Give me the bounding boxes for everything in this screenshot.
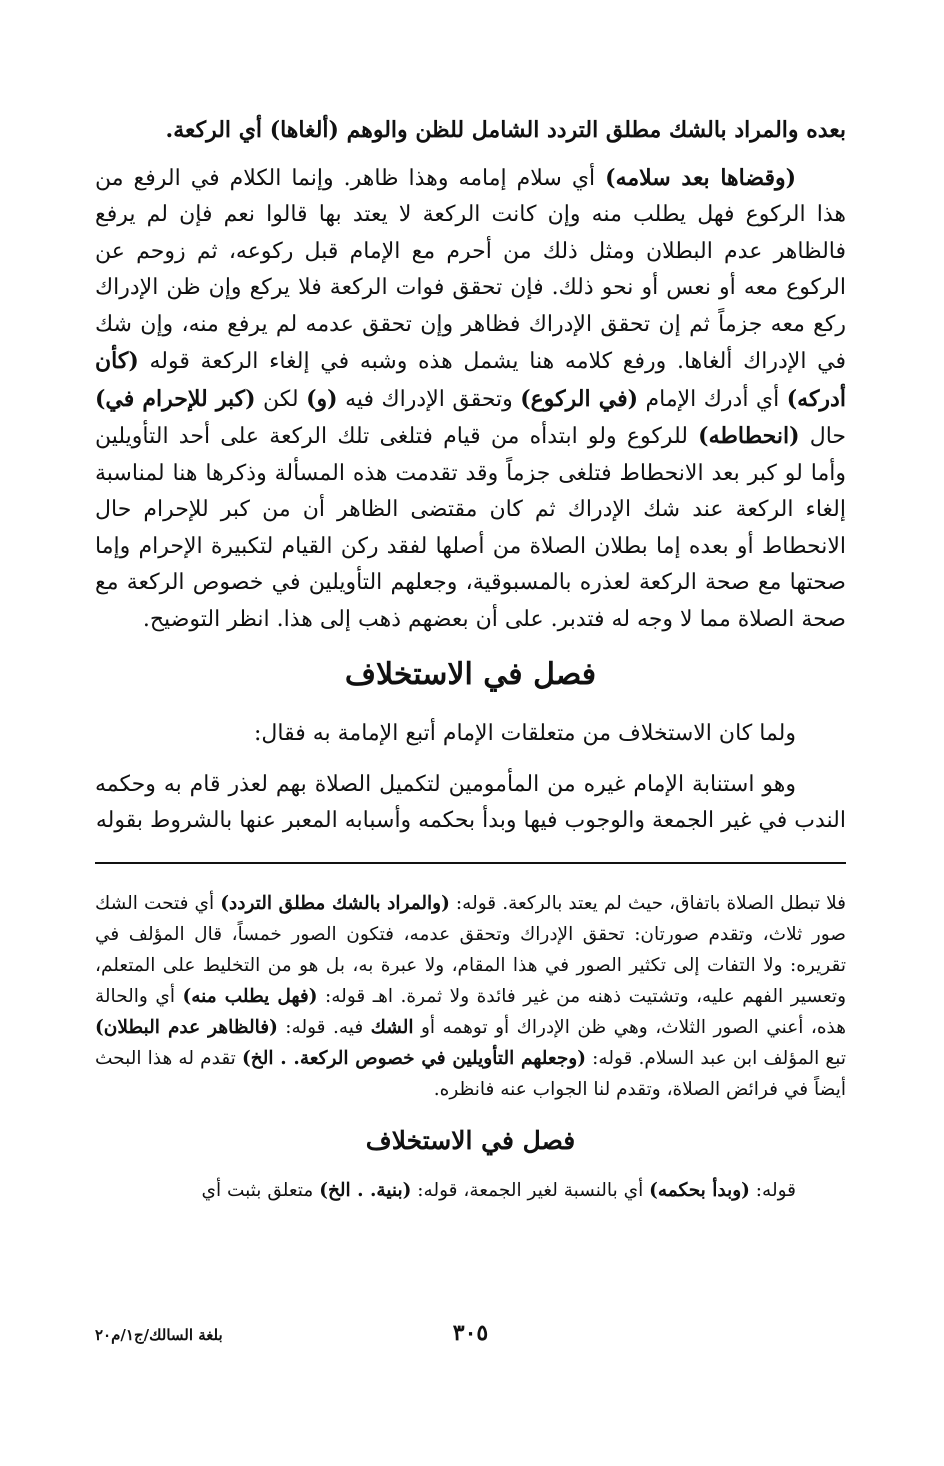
footnote-section-heading: فصل في الاستخلاف — [365, 1125, 576, 1155]
quoted-term: (انحطاطه) — [698, 423, 800, 449]
main-paragraph-2 — [95, 160, 846, 639]
note-text: قوله: — [749, 1179, 796, 1201]
main-paragraph-1 — [95, 112, 846, 150]
footnote-divider — [95, 862, 846, 864]
note-text: أي والحالة هذه، أعني الصور الثلاث، وهي ظن الإدراك أو توهمه أو — [95, 985, 846, 1038]
quoted-term: (كأن أدركه) — [95, 348, 846, 412]
note-quoted-term: (بنية. . الخ) — [319, 1179, 412, 1201]
note-text: فيه. قوله: — [277, 1016, 371, 1038]
main-text — [95, 112, 846, 840]
commentary-text: وتحقق الإدراك فيه — [337, 386, 521, 412]
note-quoted-term: (فالظاهر عدم البطلان) — [95, 1016, 278, 1038]
commentary-text: حال — [799, 424, 847, 449]
note-quoted-term: (والمراد بالشك مطلق التردد) — [220, 892, 450, 914]
note-text: متعلق بثبت أي — [201, 1179, 320, 1201]
page-footer — [95, 1320, 846, 1360]
note-text: تبع المؤلف ابن عبد السلام. قوله: — [585, 1047, 846, 1069]
page-content — [95, 112, 846, 1206]
commentary-text: لكن — [255, 386, 307, 412]
commentary-text: أي أدرك الإمام — [638, 386, 787, 412]
quoted-term: (وقضاها بعد سلامه) — [605, 164, 796, 191]
page-number: ٣٠٥ — [452, 1320, 489, 1346]
section-heading: فصل في الاستخلاف — [344, 657, 597, 692]
footnote-paragraph-2 — [95, 1175, 846, 1206]
signature-mark: بلغة السالك/ج١/م٢٠ — [95, 1326, 223, 1344]
note-quoted-term: الشك — [370, 1016, 414, 1038]
note-text: أي بالنسبة لغير الجمعة، قوله: — [411, 1179, 650, 1201]
note-quoted-term: (وجعلهم التأويلين في خصوص الركعة. . الخ) — [242, 1047, 586, 1069]
quoted-term: (في الركوع) — [520, 385, 639, 412]
commentary-text: للركوع ولو ابتدأه من قيام فتلغى تلك الركعة على أحد التأويلين وأما لو كبر بعد الانحطاط فتلغى جزماً وقد تقدمت هذه المسألة وذكرها هنا لمناسبة إلغاء الركعة عند شك الإدراك ثم كان مقتضى الظاهر أن من كبر للإحرام حال الانحطاط أو بعده إما بطلان الصلاة من أصلها لفقد ركن القيام لتكبيرة الإحرام وإما صحتها مع صحة الركعة لعذره بالمسبوقية، وجعلهم التأويلين في خصوص الركعة مع صحة الصلاة مما لا وجه له فتدبر. على أن بعضهم ذهب إلى هذا. انظر التوضيح. — [95, 424, 846, 632]
commentary-text: أي سلام إمامه وهذا ظاهر. وإنما الكلام في الرفع من هذا الركوع فهل يطلب منه وإن كانت الركعة لا يعتد بها قالوا نعم فإن لم يرفع فالظاهر عدم البطلان ومثل ذلك من أحرم مع الإمام قبل ركوعه، ثم زوحم عن الركوع معه أو نعس أو نحو ذلك. فإن تحقق فوات الركعة فلا يركع وإن ظن الإدراك ركع معه جزماً ثم إن تحقق الإدراك فظاهر وإن تحقق عدمه لم يرفع منه، وإن شك في الإدراك ألغاها. ورفع كلامه هنا يشمل هذه وشبه في إلغاء الركعة قوله — [95, 165, 846, 374]
footnotes — [95, 888, 846, 1206]
note-text: أي فتحت الشك صور ثلاث، وتقدم صورتان: تحقق الإدراك وتحقق عدمه، فتكون الصور خمساً، قال المؤلف في تقريره: ولا التفات إلى تكثير الصور في هذا المقام، ولا عبرة به، بل هو من التخليط على المتعلم، وتعسير الفهم عليه، وتشتيت ذهنه من غير فائدة ولا ثمرة. اهـ قوله: — [95, 892, 847, 1007]
note-quoted-term: (وبدأ بحكمه) — [649, 1179, 750, 1201]
quoted-term: (كبر للإحرام في) — [95, 385, 256, 412]
note-text: تقدم له هذا البحث أيضاً في فرائض الصلاة، وتقدم لنا الجواب عنه فانظره. — [95, 1047, 846, 1100]
quoted-term: (و) — [306, 385, 338, 412]
para1-text: بعده والمراد بالشك مطلق التردد الشامل للظن والوهم (ألغاها) أي الركعة. — [165, 117, 846, 143]
note-text: فلا تبطل الصلاة باتفاق، حيث لم يعتد بالركعة. قوله: — [449, 892, 846, 914]
footnote-paragraph-1 — [95, 888, 846, 1105]
main-paragraph-4: وهو استنابة الإمام غيره من المأمومين لتكميل الصلاة بهم لعذر قام به وحكمه الندب في غير الجمعة والوجوب فيها وبدأ بحكمه وأسبابه المعبر عنها بالشروط بقوله — [95, 771, 846, 833]
main-paragraph-3: ولما كان الاستخلاف من متعلقات الإمام أتبع الإمامة به فقال: — [253, 721, 796, 746]
note-quoted-term: (فهل يطلب منه) — [182, 985, 318, 1007]
